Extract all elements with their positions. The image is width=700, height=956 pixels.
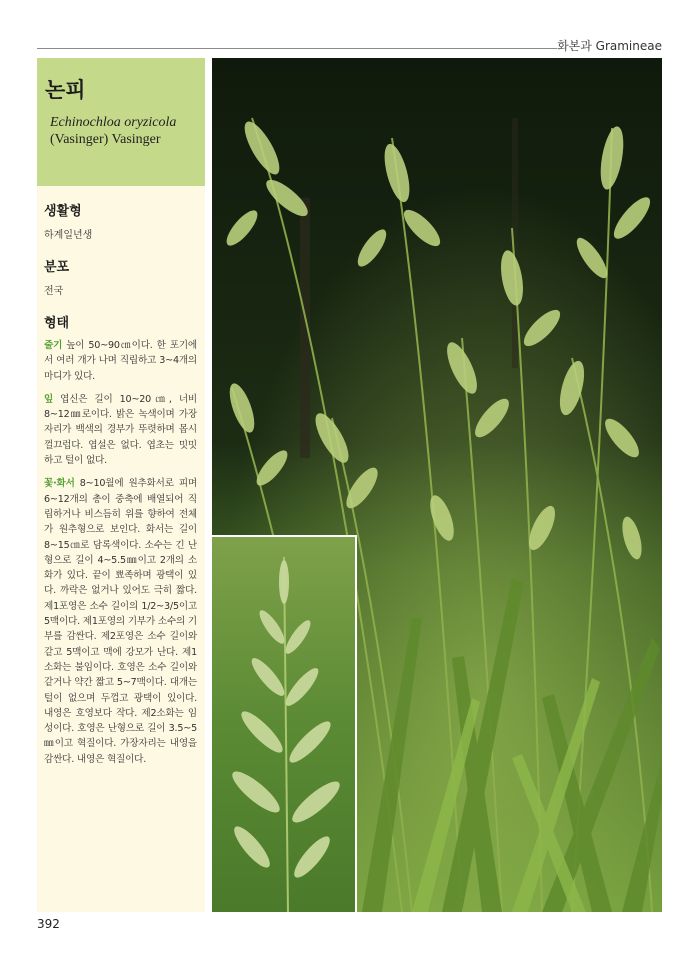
panicle-closeup-illustration [212,537,357,912]
info-panel [37,186,205,912]
scientific-genus-species: Echinochloa oryzicola [50,115,177,130]
leaf-term: 잎 [44,393,54,405]
morphology-heading: 형태 [44,316,70,331]
distribution-value: 전국 [44,286,64,297]
page-number: 392 [37,917,60,931]
distribution-heading: 분포 [44,260,70,275]
life-form-value: 하계일년생 [44,230,93,241]
species-korean-name: 논피 [45,78,86,102]
leaf-text: 엽신은 길이 10~20㎝, 너비 8~12㎜로이다. 밝은 녹색이며 가장자리가 백색의 경부가 뚜렷하며 몹시 껄끄럽다. 엽설은 없다. 엽초는 밋밋하고 털이 없다. [44,393,197,467]
flower-text: 8~10월에 원추화서로 피며 6~12개의 총이 중축에 배열되어 직립하거나 비스듬히 위를 향하여 전체가 원추형으로 보인다. 화서는 길이 8~15㎝로 담록색이다. 소수는 긴 난형으로 길이 4~5.5㎜이고 2개의 소화가 있다. 끝이 뾰족하며 광택이 있다. 까락은 없거나 있어도 극히 짧다. 제1포영은 소수 길이의 1/2~3/5이고 5맥이다. 제1포영의 기부가 소수의 기부를 감싼다. 제2포영은 소수 길이와 같고 5맥이고 맥에 강모가 난다. 제1소화는 불임이다. 호영은 소수 길이와 같거나 약간 짧고 5~7맥이다. 대개는 털이 없으며 두껍고 광택이 있이다. 내영은 호영보다 작다. 제2소화는 임성이다. 호영은 난형으로 길이 3.5~5㎜이고 혁질이다. 가장자리는 내영을 감싼다. 내영은 혁질이다. [44,478,198,765]
flower-description [44,476,197,767]
header-rule [37,48,557,49]
stem-term: 줄기 [44,340,63,351]
title-box [37,58,205,186]
life-form-heading: 생활형 [44,204,82,219]
species-scientific-name [50,114,200,148]
stem-text: 높이 50~90㎝이다. 한 포기에서 여러 개가 나며 직립하고 3~4개의 마디가 있다. [44,340,197,382]
barnyard-grass-panicle-closeup [212,535,357,912]
leaf-description [44,392,197,468]
scientific-author: (Vasinger) Vasinger [50,132,161,147]
flower-term: 꽃·화서 [44,478,75,490]
stem-description [44,338,197,384]
header-family-label: 화본과 Gramineae [557,39,662,53]
